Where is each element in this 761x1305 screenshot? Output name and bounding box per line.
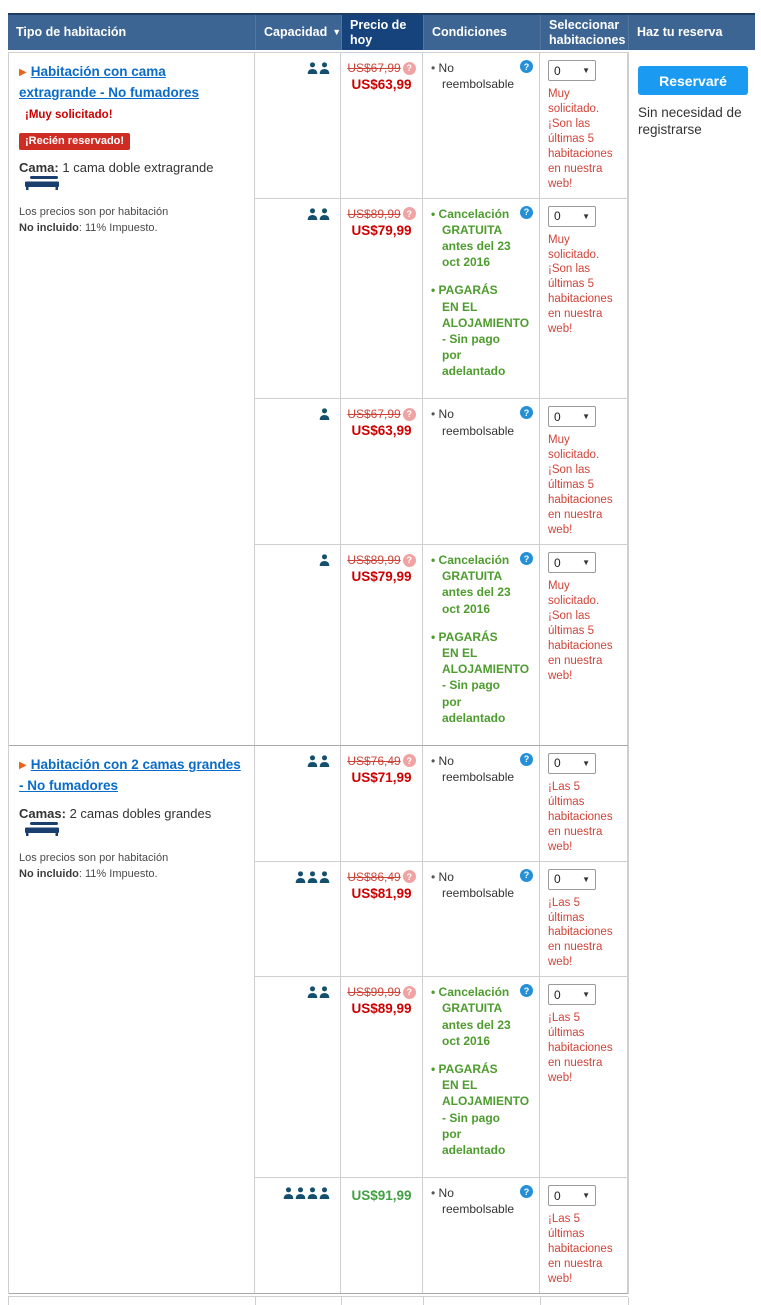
popular-inline-badge: ¡Muy solicitado!: [25, 108, 113, 121]
price-info-question-icon[interactable]: ?: [403, 754, 416, 767]
price-cell: [341, 977, 423, 1177]
col-header-select-rooms: [540, 15, 628, 50]
occupancy-icons: [306, 755, 330, 861]
rooms-quantity-dropdown[interactable]: [548, 753, 596, 774]
availability-warning: Muy solicitado. ¡Son las últimas 5 habitaciones en nuestra web!: [548, 434, 613, 537]
dropdown-arrow-icon: ▼: [582, 1191, 590, 1201]
condition-item: • No reembolsable: [431, 60, 515, 92]
person-icon: [283, 1187, 294, 1199]
beds-line: [19, 806, 242, 839]
not-included-note: No incluido: 11% Impuesto.: [19, 222, 158, 235]
person-icon: [307, 871, 318, 883]
conditions-question-icon[interactable]: ?: [520, 206, 533, 219]
rooms-quantity-dropdown[interactable]: [548, 1185, 596, 1206]
price-cell: [341, 545, 423, 745]
rooms-quantity-value: 0: [554, 209, 561, 224]
col-header-capacity-sort[interactable]: [255, 15, 341, 50]
old-price: US$89,99: [347, 206, 401, 221]
conditions-list: [431, 869, 515, 901]
dropdown-arrow-icon: ▼: [582, 211, 590, 221]
condition-item: • Cancelación GRATUITA antes del 23 oct 2016: [431, 206, 515, 271]
rooms-quantity-value: 0: [554, 987, 561, 1002]
price-cell: [341, 862, 423, 977]
condition-item: • PAGARÁS EN EL ALOJAMIENTO - Sin pago por adelantado: [431, 282, 515, 379]
dropdown-arrow-icon: ▼: [582, 66, 590, 75]
select-cell: [540, 862, 628, 977]
rooms-quantity-dropdown[interactable]: [548, 406, 596, 427]
old-price: US$67,99: [347, 61, 401, 75]
beds-value: 2 camas dobles grandes: [69, 806, 212, 822]
rooms-quantity-value: 0: [554, 756, 561, 771]
dropdown-arrow-icon: ▼: [582, 412, 590, 422]
beds-label: Cama:: [19, 160, 59, 176]
reserve-column: [628, 52, 755, 1294]
dropdown-arrow-icon: ▼: [582, 990, 590, 1000]
rate-row: [255, 977, 628, 1178]
conditions-cell: [423, 977, 540, 1177]
pricing-notes: [19, 205, 242, 237]
price-cell: [341, 53, 423, 198]
col-header-book: [628, 15, 755, 50]
person-icon: [307, 208, 318, 220]
capacity-cell: [255, 746, 341, 861]
col-header-price: [341, 15, 423, 50]
select-cell: [540, 746, 628, 861]
select-cell: [540, 399, 628, 544]
reserve-button[interactable]: Reservaré: [638, 66, 748, 95]
conditions-cell: [423, 1178, 540, 1293]
condition-item: • No reembolsable: [431, 753, 515, 785]
person-icon: [307, 62, 318, 74]
price-note: Los precios son por habitación: [19, 852, 169, 865]
select-cell: [540, 977, 628, 1177]
person-icon: [307, 755, 318, 767]
current-price: US$63,99: [351, 423, 412, 439]
rooms-quantity-value: 0: [554, 872, 561, 887]
person-icon: [295, 1187, 306, 1199]
availability-warning: Muy solicitado. ¡Son las últimas 5 habitaciones en nuestra web!: [548, 580, 613, 682]
capacity-cell: [255, 199, 341, 399]
conditions-list: [431, 1185, 515, 1217]
clipped-next-row: [8, 1296, 628, 1305]
conditions-question-icon[interactable]: ?: [520, 60, 533, 73]
price-cell: [341, 1178, 423, 1293]
conditions-cell: [423, 399, 540, 544]
condition-item: • No reembolsable: [431, 1185, 515, 1217]
sort-desc-icon: ▼: [332, 27, 342, 38]
col-header-conditions-label: Condiciones: [432, 25, 508, 40]
person-icon: [319, 554, 330, 566]
price-note: Los precios son por habitación: [19, 206, 169, 219]
old-price: US$76,49: [347, 753, 401, 768]
room-info-cell: [9, 53, 255, 745]
dropdown-arrow-icon: ▼: [582, 874, 590, 884]
availability-warning: Muy solicitado. ¡Son las últimas 5 habitaciones en nuestra web!: [548, 233, 613, 336]
conditions-list: [431, 406, 515, 438]
table-body: [8, 52, 761, 1294]
room-link-arrow-icon: ▶: [19, 67, 27, 78]
conditions-cell: [423, 862, 540, 977]
select-cell: [540, 1178, 628, 1293]
rate-row: [255, 399, 628, 545]
condition-item: • No reembolsable: [431, 869, 515, 901]
rooms-quantity-value: 0: [554, 555, 561, 570]
current-price: US$79,99: [351, 222, 412, 238]
conditions-list: [431, 984, 530, 1158]
person-icon: [319, 755, 330, 767]
room-link-arrow-icon: ▶: [19, 759, 27, 771]
person-icon: [319, 62, 330, 74]
col-header-select-rooms-label: Seleccionar habitaciones: [549, 18, 626, 47]
old-price: US$99,99: [347, 985, 401, 1000]
availability-warning: Muy solicitado. ¡Son las últimas 5 habitaciones en nuestra web!: [548, 88, 613, 190]
conditions-question-icon[interactable]: ?: [520, 869, 533, 882]
conditions-question-icon[interactable]: ?: [520, 753, 533, 766]
rate-row: [255, 746, 628, 862]
rate-row: [255, 1178, 628, 1293]
capacity-cell: [255, 53, 341, 198]
dropdown-arrow-icon: ▼: [582, 758, 590, 768]
rooms-quantity-dropdown[interactable]: [548, 984, 596, 1005]
pricing-notes: [19, 851, 242, 883]
person-icon: [319, 986, 330, 998]
beds-line: [19, 160, 242, 193]
room-type-section: [9, 53, 628, 746]
rooms-quantity-dropdown[interactable]: [548, 60, 596, 81]
capacity-cell: [255, 545, 341, 745]
person-icon: [319, 871, 330, 883]
current-price: US$71,99: [351, 769, 412, 785]
conditions-question-icon[interactable]: ?: [520, 984, 533, 997]
rate-rows: [255, 53, 628, 745]
rooms-quantity-value: 0: [554, 63, 561, 78]
select-cell: [540, 545, 628, 745]
not-included-note: No incluido: 11% Impuesto.: [19, 868, 158, 881]
current-price: US$89,99: [351, 1001, 412, 1017]
conditions-cell: [423, 746, 540, 861]
rate-row: [255, 199, 628, 400]
availability-warning: ¡Las 5 últimas habitaciones en nuestra web!: [548, 896, 613, 969]
conditions-cell: [423, 199, 540, 399]
person-icon: [295, 871, 306, 883]
occupancy-icons: [294, 871, 330, 977]
conditions-question-icon[interactable]: ?: [520, 406, 533, 419]
conditions-list: [431, 552, 530, 726]
price-cell: [341, 746, 423, 861]
col-header-room-type: [8, 15, 255, 50]
occupancy-icons: [306, 62, 330, 198]
rate-row: [255, 53, 628, 199]
rooms-quantity-dropdown[interactable]: [548, 552, 596, 573]
condition-item: • Cancelación GRATUITA antes del 23 oct 2016: [431, 984, 515, 1049]
select-cell: [540, 53, 628, 198]
col-header-book-label: Haz tu reserva: [637, 25, 723, 40]
conditions-question-icon[interactable]: ?: [520, 1185, 533, 1198]
availability-warning: ¡Las 5 últimas habitaciones en nuestra web!: [548, 1012, 613, 1084]
availability-warning: ¡Las 5 últimas habitaciones en nuestra web!: [548, 1213, 613, 1285]
current-price: US$81,99: [351, 885, 412, 901]
rate-row: [255, 862, 628, 978]
price-info-question-icon[interactable]: ?: [403, 554, 416, 567]
room-type-link[interactable]: Habitación con cama extragrande - No fumadores: [19, 64, 200, 100]
col-header-capacity-label: Capacidad: [264, 25, 328, 40]
capacity-cell: [255, 977, 341, 1177]
price-cell: [341, 399, 423, 544]
person-icon: [319, 408, 330, 420]
rooms-quantity-dropdown[interactable]: [548, 206, 596, 227]
occupancy-icons: [306, 208, 330, 399]
select-cell: [540, 199, 628, 399]
bed-icon: [25, 175, 59, 193]
conditions-question-icon[interactable]: ?: [520, 552, 533, 565]
price-cell: [341, 199, 423, 399]
price-info-question-icon[interactable]: ?: [403, 62, 416, 75]
col-header-room-type-label: Tipo de habitación: [16, 25, 127, 40]
occupancy-icons: [282, 1187, 330, 1293]
occupancy-icons: [306, 986, 330, 1177]
room-info-cell: [9, 746, 255, 1293]
condition-item: • PAGARÁS EN EL ALOJAMIENTO - Sin pago por adelantado: [431, 629, 515, 726]
price-info-question-icon[interactable]: ?: [403, 207, 416, 220]
beds-label: Camas:: [19, 806, 66, 822]
current-price: US$63,99: [351, 77, 412, 92]
conditions-list: [431, 753, 515, 785]
availability-warning: ¡Las 5 últimas habitaciones en nuestra web!: [548, 780, 613, 853]
col-header-price-label: Precio de hoy: [350, 18, 407, 47]
conditions-cell: [423, 545, 540, 745]
person-icon: [307, 986, 318, 998]
col-header-conditions: [423, 15, 540, 50]
capacity-cell: [255, 399, 341, 544]
rate-rows: [255, 746, 628, 1293]
occupancy-icons: [318, 554, 330, 745]
current-price: US$79,99: [351, 569, 412, 584]
occupancy-icons: [318, 408, 330, 544]
price-info-question-icon[interactable]: ?: [403, 986, 416, 999]
dropdown-arrow-icon: ▼: [582, 558, 590, 567]
price-info-question-icon[interactable]: ?: [403, 408, 416, 421]
capacity-cell: [255, 1178, 341, 1293]
price-info-question-icon[interactable]: ?: [403, 870, 416, 883]
bed-icon: [25, 821, 59, 839]
rooms-quantity-value: 0: [554, 409, 561, 424]
person-icon: [319, 208, 330, 220]
condition-item: • No reembolsable: [431, 406, 515, 438]
conditions-list: [431, 206, 530, 380]
old-price: US$86,49: [347, 869, 401, 884]
rooms-quantity-value: 0: [554, 1188, 561, 1203]
room-type-link[interactable]: Habitación con 2 camas grandes - No fumadores: [19, 756, 241, 793]
rate-row: [255, 545, 628, 745]
table-body-sections: [8, 52, 628, 1294]
person-icon: [307, 1187, 318, 1199]
current-price: US$91,99: [351, 1188, 412, 1204]
old-price: US$67,99: [347, 407, 401, 422]
beds-value: 1 cama doble extragrande: [62, 160, 214, 176]
old-price: US$89,99: [347, 553, 401, 567]
just-booked-badge: ¡Recién reservado!: [19, 133, 130, 150]
person-icon: [319, 1187, 330, 1199]
no-registration-note: Sin necesidad de registrarse: [638, 105, 742, 137]
conditions-cell: [423, 53, 540, 198]
condition-item: • PAGARÁS EN EL ALOJAMIENTO - Sin pago por adelantado: [431, 1061, 515, 1158]
room-type-section: [9, 746, 628, 1294]
rooms-quantity-dropdown[interactable]: [548, 869, 596, 890]
condition-item: • Cancelación GRATUITA antes del 23 oct 2016: [431, 552, 515, 617]
capacity-cell: [255, 862, 341, 977]
conditions-list: [431, 60, 515, 92]
table-header: [8, 13, 755, 50]
